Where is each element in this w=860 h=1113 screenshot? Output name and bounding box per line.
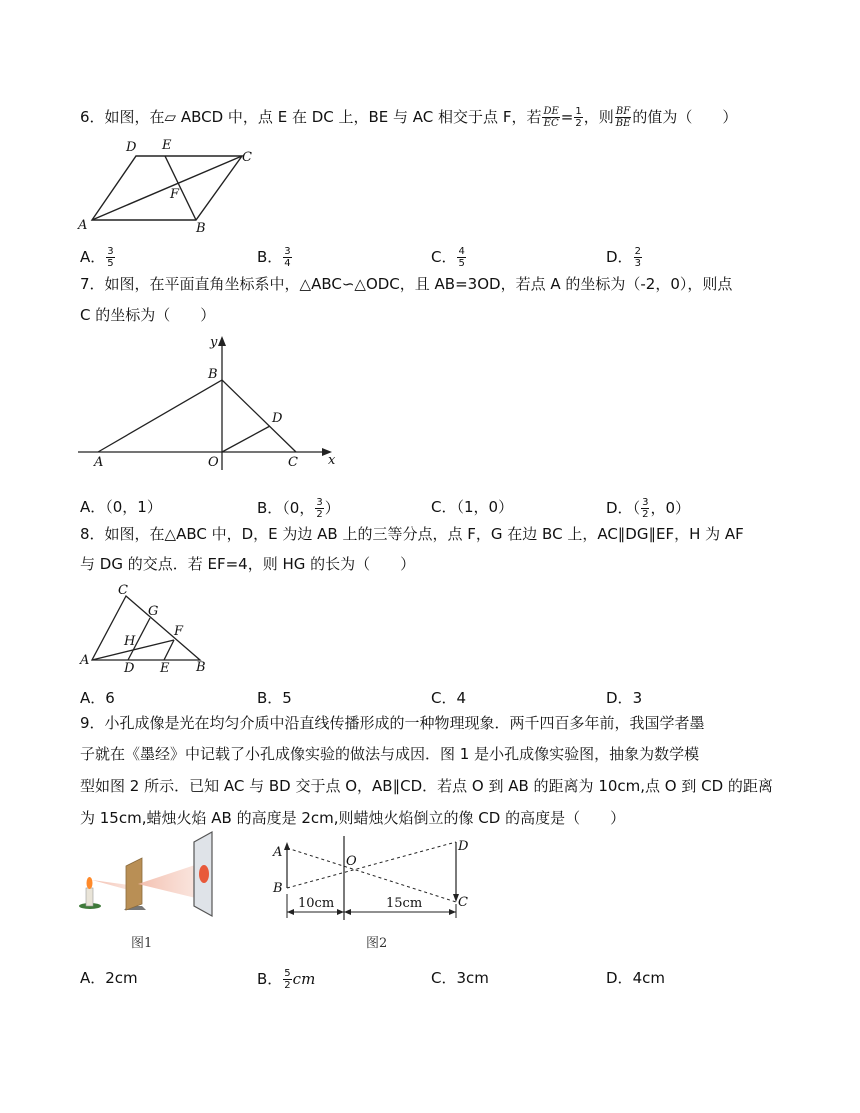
- q8-triangle-abc: [92, 596, 200, 660]
- q7-label-a: A: [94, 455, 104, 470]
- q6-frac-bf-be: $\frac{BF}{BE}$: [615, 106, 631, 129]
- q7-segment-ab: [98, 380, 222, 452]
- q9-fig2-label-o: O: [346, 854, 357, 869]
- q9-option-a[interactable]: A．2cm: [80, 969, 138, 987]
- q7-label-d: D: [272, 411, 283, 426]
- q7-y-arrow: [218, 336, 226, 346]
- q6-frac-de-ec: $\frac{DE}{EC}$: [543, 106, 559, 129]
- q9-option-c[interactable]: C．3cm: [431, 969, 489, 987]
- q6-label-a: A: [78, 218, 88, 233]
- q9-stem-line4: 为 15cm,蜡烛火焰 AB 的高度是 2cm,则蜡烛火焰倒立的像 CD 的高度是（ ）: [80, 809, 626, 827]
- q9-figure1-illustration: [76, 822, 220, 918]
- q8-label-b: B: [196, 660, 206, 675]
- q8-option-b[interactable]: B．5: [257, 689, 292, 707]
- q9-fig2-dim-15cm: 15cm: [386, 896, 423, 911]
- q9-stem-line2: 子就在《墨经》中记载了小孔成像实验的做法与成因．图 1 是小孔成像实验图，抽象为数学模: [80, 745, 700, 763]
- q7-label-y: y: [210, 335, 218, 350]
- q9-figure2-diagram: [268, 834, 488, 920]
- q9-fig2-label-d: D: [458, 839, 469, 854]
- q6-parallelogram-figure: [70, 134, 270, 238]
- q9-fig2-label-a: A: [273, 845, 283, 860]
- q7-segment-bc: [222, 380, 296, 452]
- q8-segment-ef: [164, 640, 174, 660]
- q6-equals: =: [560, 108, 574, 126]
- q7-label-o: O: [208, 455, 219, 470]
- q8-label-c: C: [118, 583, 128, 598]
- q7-stem-line2: C 的坐标为（ ）: [80, 306, 216, 324]
- q9-option-d[interactable]: D．4cm: [606, 969, 665, 987]
- q7-segment-od: [222, 426, 270, 452]
- q8-option-a[interactable]: A．6: [80, 689, 115, 707]
- q6-label-f: F: [170, 187, 180, 202]
- q9-fig2-dim-10cm: 10cm: [298, 896, 335, 911]
- q7-option-a[interactable]: A．（0，1）: [80, 498, 162, 516]
- q8-label-g: G: [148, 604, 159, 619]
- q7-label-x: x: [328, 453, 336, 468]
- candle-flame: [87, 877, 93, 889]
- q8-label-f: F: [174, 624, 184, 639]
- q9-stem-line3: 型如图 2 所示．已知 AC 与 BD 交于点 O，AB∥CD．若点 O 到 AB 的距离为 10cm,点 O 到 CD 的距离: [80, 777, 773, 795]
- q8-stem-line2: 与 DG 的交点．若 EF=4，则 HG 的长为（ ）: [80, 555, 416, 573]
- q8-option-d[interactable]: D．3: [606, 689, 643, 707]
- q9-fig2-label-c: C: [458, 895, 468, 910]
- q7-option-c[interactable]: C．（1，0）: [431, 498, 514, 516]
- q9-figure2-caption: 图2: [366, 936, 388, 951]
- q9-figure1-caption: 图1: [131, 936, 153, 951]
- q6-stem-part1: 6．如图，在▱ ABCD 中，点 E 在 DC 上，BE 与 AC 相交于点 F，若: [80, 108, 542, 126]
- q6-stem: [80, 106, 737, 129]
- q6-label-e: E: [162, 138, 172, 153]
- q9-fig2-label-b: B: [273, 881, 283, 896]
- q8-label-e: E: [160, 661, 170, 676]
- q8-label-a: A: [80, 653, 90, 668]
- q8-label-d: D: [124, 661, 135, 676]
- q7-label-b: B: [208, 367, 218, 382]
- q6-stem-part3: 的值为（ ）: [632, 108, 738, 126]
- q8-triangle-figure: [78, 584, 218, 676]
- q8-stem-line1: 8．如图，在△ABC 中，D，E 为边 AB 上的三等分点，点 F，G 在边 BC 上，AC∥DG∥EF，H 为 AF: [80, 525, 744, 543]
- q9-option-b[interactable]: B． $\frac{5}{2}$ cm: [257, 968, 316, 991]
- q7-stem-line1: 7．如图，在平面直角坐标系中，△ABC∽△ODC，且 AB=3OD，若点 A 的坐标为（-2，0），则点: [80, 275, 733, 293]
- q6-stem-part2: ，则: [583, 108, 614, 126]
- q6-label-b: B: [196, 221, 206, 236]
- q6-label-d: D: [126, 140, 137, 155]
- q6-frac-half: $\frac{1}{2}$: [575, 106, 582, 129]
- q9-fig2-ray-bd: [287, 842, 456, 888]
- q9-stem-line1: 9．小孔成像是光在均匀介质中沿直线传播形成的一种物理现象．两千四百多年前，我国学者墨: [80, 714, 705, 732]
- candle-body: [86, 888, 93, 906]
- q6-option-a[interactable]: A． $\frac{3}{5}$: [80, 246, 114, 269]
- q6-option-c[interactable]: C． $\frac{4}{5}$: [431, 246, 465, 269]
- q7-label-c: C: [288, 455, 298, 470]
- projected-image: [199, 865, 209, 883]
- q8-label-h: H: [124, 634, 136, 649]
- q8-option-c[interactable]: C．4: [431, 689, 467, 707]
- q7-option-b[interactable]: B．（0， $\frac{3}{2}$ ）: [257, 497, 340, 520]
- q6-label-c: C: [242, 150, 252, 165]
- q6-option-d[interactable]: D． $\frac{2}{3}$: [606, 246, 641, 269]
- q7-coordinate-figure: [78, 334, 340, 470]
- q9-fig2-ray-ac: [287, 848, 456, 902]
- q7-option-d[interactable]: D．（ $\frac{3}{2}$ ，0）: [606, 497, 690, 520]
- q6-option-b[interactable]: B． $\frac{3}{4}$: [257, 246, 291, 269]
